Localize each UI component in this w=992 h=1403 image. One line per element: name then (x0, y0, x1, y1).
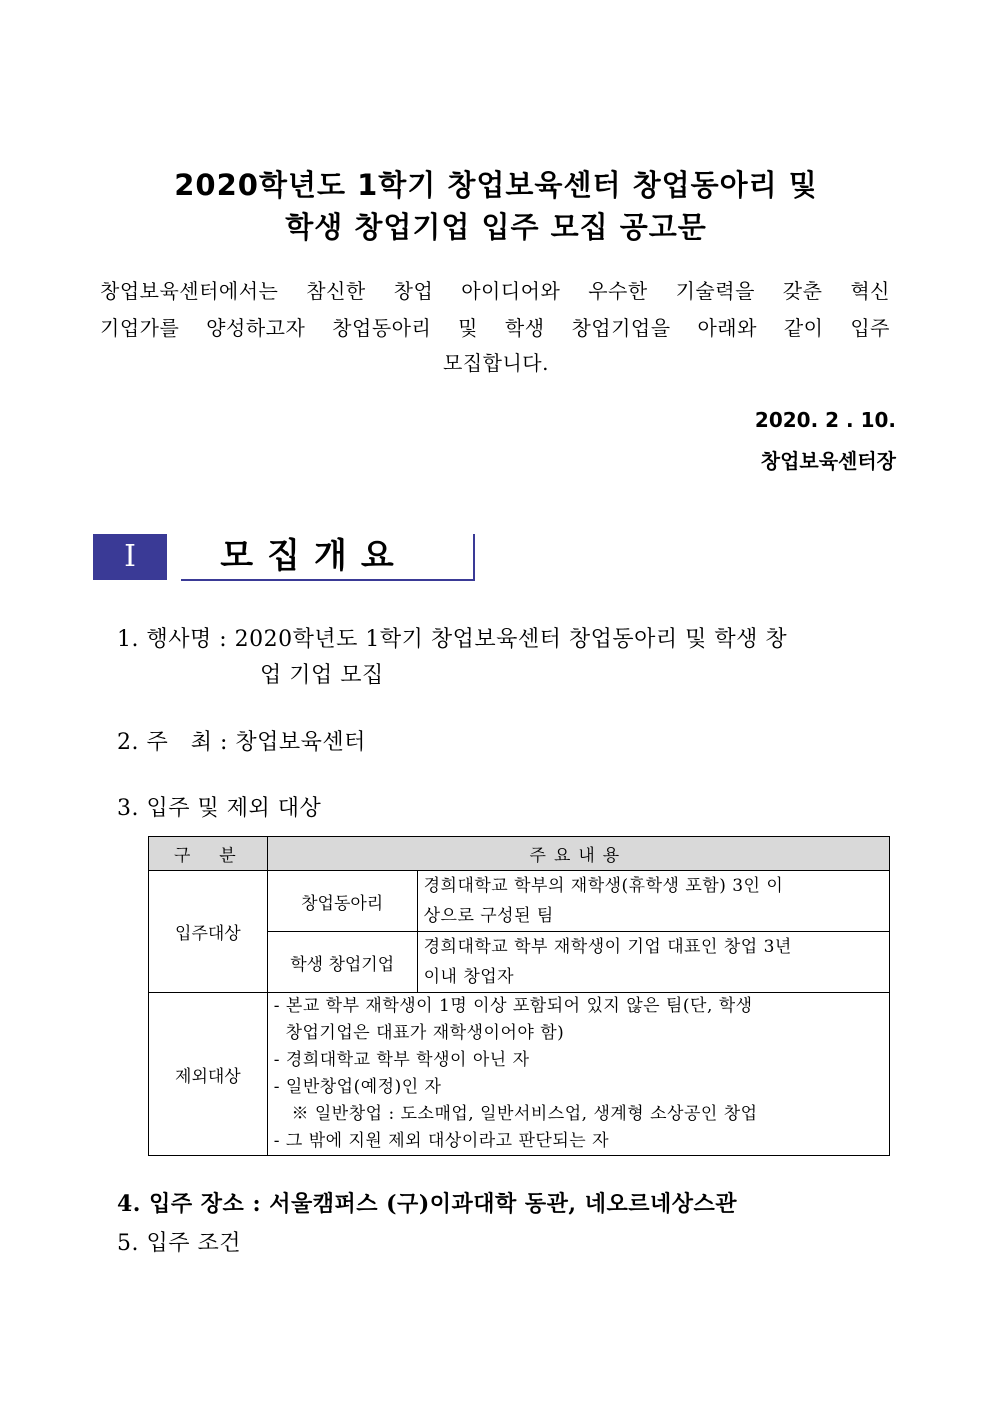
intro-line2: 기업가를 양성하고자 창업동아리 및 학생 창업기업을 아래와 같이 입주 (100, 316, 890, 340)
section-number-badge: Ⅰ (93, 534, 167, 580)
item-3-target: 3. 입주 및 제외 대상 (117, 796, 322, 821)
item-2-host: 2. 주 최 : 창업보육센터 (117, 730, 366, 755)
item-1-event-name-cont: 업 기업 모집 (260, 663, 384, 688)
table-row (149, 871, 890, 932)
row-content-student-startup: 경희대학교 학부 재학생이 기업 대표인 창업 3년 이내 창업자 (417, 932, 889, 993)
table-header-category: 구 분 (149, 837, 268, 871)
target-table (148, 836, 890, 1156)
item-5-conditions: 5. 입주 조건 (117, 1231, 241, 1256)
group-exclusion-target: 제외대상 (149, 993, 268, 1156)
row-label-startup-club: 창업동아리 (267, 871, 417, 932)
announcement-date: 2020. 2 . 10. (754, 408, 896, 432)
intro-line3: 모집합니다. (443, 351, 549, 375)
table-header-content: 주요내용 (267, 837, 889, 871)
exclusion-item: - 일반창업(예정)인 자 (273, 1077, 442, 1097)
exclusion-list (267, 993, 889, 1156)
row-content-startup-club: 경희대학교 학부의 재학생(휴학생 포함) 3인 이 상으로 구성된 팀 (417, 871, 889, 932)
exclusion-item: 창업기업은 대표가 재학생이어야 함) (273, 1023, 565, 1043)
item-1-event-name: 1. 행사명 : 2020학년도 1학기 창업보육센터 창업동아리 및 학생 창 (117, 627, 788, 652)
intro-line1: 창업보육센터에서는 참신한 창업 아이디어와 우수한 기술력을 갖춘 혁신 (100, 279, 890, 303)
row-label-student-startup: 학생 창업기업 (267, 932, 417, 993)
table-row (149, 993, 890, 1156)
table-header-row (149, 837, 890, 871)
exclusion-item: - 본교 학부 재학생이 1명 이상 포함되어 있지 않은 팀(단, 학생 (273, 996, 753, 1016)
exclusion-item: - 그 밖에 지원 제외 대상이라고 판단되는 자 (273, 1131, 610, 1151)
section-title: 모집개요 (220, 536, 408, 576)
item-4-location: 4. 입주 장소 : 서울캠퍼스 (구)이과대학 동관, 네오르네상스관 (117, 1191, 737, 1217)
signatory: 창업보육센터장 (760, 449, 896, 473)
group-admission-target: 입주대상 (149, 871, 268, 993)
document-title-line2: 학생 창업기업 입주 모집 공고문 (285, 210, 707, 244)
exclusion-item: - 경희대학교 학부 학생이 아닌 자 (273, 1050, 530, 1070)
exclusion-note: ※ 일반창업 : 도소매업, 일반서비스업, 생계형 소상공인 창업 (273, 1104, 758, 1124)
document-title-line1: 2020학년도 1학기 창업보육센터 창업동아리 및 (174, 168, 818, 202)
